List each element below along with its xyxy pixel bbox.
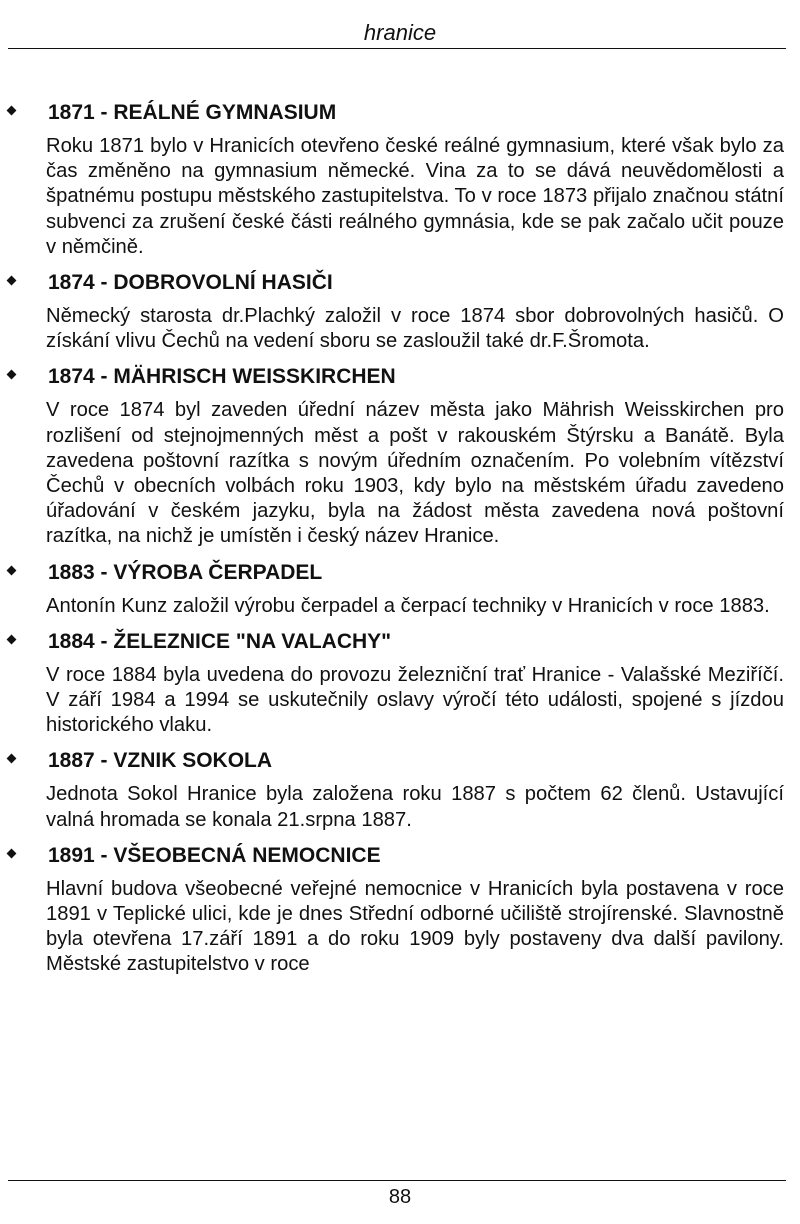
section-heading [48,748,800,776]
section-heading [48,364,800,392]
section-vznik-sokola [0,748,800,832]
diamond-bullet-icon [7,634,17,644]
section-heading-text: 1887 - VZNIK SOKOLA [48,749,273,773]
section-heading [48,560,800,588]
diamond-bullet-icon [7,848,17,858]
section-heading [48,843,800,871]
section-heading-text: 1883 - VÝROBA ČERPADEL [48,560,323,584]
section-body: Antonín Kunz založil výrobu čerpadel a čerpací techniky v Hranicích v roce 1883. [46,594,770,617]
section-heading-text: 1891 - VŠEOBECNÁ NEMOCNICE [48,843,381,867]
section-heading-text: 1874 - MÄHRISCH WEISSKIRCHEN [48,365,396,389]
diamond-bullet-icon [7,565,17,575]
section-dobrovolni-hasici [0,270,800,354]
section-heading-text: 1884 - ŽELEZNICE "NA VALACHY" [48,629,392,653]
section-heading [48,629,800,657]
page-content [0,100,800,988]
diamond-bullet-icon [7,276,17,286]
section-heading-text: 1874 - DOBROVOLNÍ HASIČI [48,271,333,295]
section-vseobecna-nemocnice [0,843,800,978]
section-heading-text: 1871 - REÁLNÉ GYMNASIUM [48,101,337,124]
diamond-bullet-icon [7,754,17,764]
section-mahrisch-weisskirchen [0,364,800,549]
section-body: Jednota Sokol Hranice byla založena roku 1887 s počtem 62 členů. Ustavující valná hromada se konala 21.srpna 1887. [46,783,784,831]
section-body: V roce 1874 byl zaveden úřední název města jako Mährish Weisskirchen pro rozlišení od stejnojmenných měst a pošt v rakouském Štýrsku a Banátě. Byla zavedena poštovní razítka s novým úředním označením. Po volebním vítězství Čechů v obecních volbách roku 1903, kdy bylo na městském úřadu zavedeno úřadování v českém jazyku, byla na žádost města zavedena nová poštovní razítka, na nichž je umístěn i český název Hranice. [46,399,784,548]
section-body: Německý starosta dr.Plachký založil v roce 1874 sbor dobrovolných hasičů. O získání vlivu Čechů na vedení sboru se zasloužil také dr.F.Šromota. [46,305,784,353]
section-heading [48,270,800,298]
section-body: V roce 1884 byla uvedena do provozu železniční trať Hranice - Valašské Meziříčí. V září 1984 a 1994 se uskutečnily oslavy výročí této události, spojené s jízdou historického vlaku. [46,663,784,737]
section-body: Hlavní budova všeobecné veřejné nemocnice v Hranicích byla postavena v roce 1891 v Teplické ulici, kde je dnes Střední odborné učiliště strojírenské. Slavnostně byla otevřena 17.září 1891 a do roku 1909 byly postaveny dva další pavilony. Městské zastupitelstvo v roce [46,877,784,976]
section-realne-gymnasium [0,100,800,260]
footer-rule [8,1180,786,1181]
header-rule [8,48,786,49]
section-vyroba-cerpadel [0,560,800,619]
diamond-bullet-icon [7,106,17,116]
section-heading [48,100,800,128]
running-header: hranice [363,20,437,45]
section-body: Roku 1871 bylo v Hranicích otevřeno české reálné gymnasium, které však bylo za čas změněno na gymnasium německé. Vina za to se dává neuvědomělosti a špatnému postupu městského zastupitelstva. To v roce 1873 přijalo značnou státní subvenci za zrušení české části reálného gymnásia, kde se pak začalo učit pouze v němčině. [46,135,784,258]
page-number: 88 [388,1186,412,1208]
diamond-bullet-icon [7,370,17,380]
section-zeleznice [0,629,800,739]
